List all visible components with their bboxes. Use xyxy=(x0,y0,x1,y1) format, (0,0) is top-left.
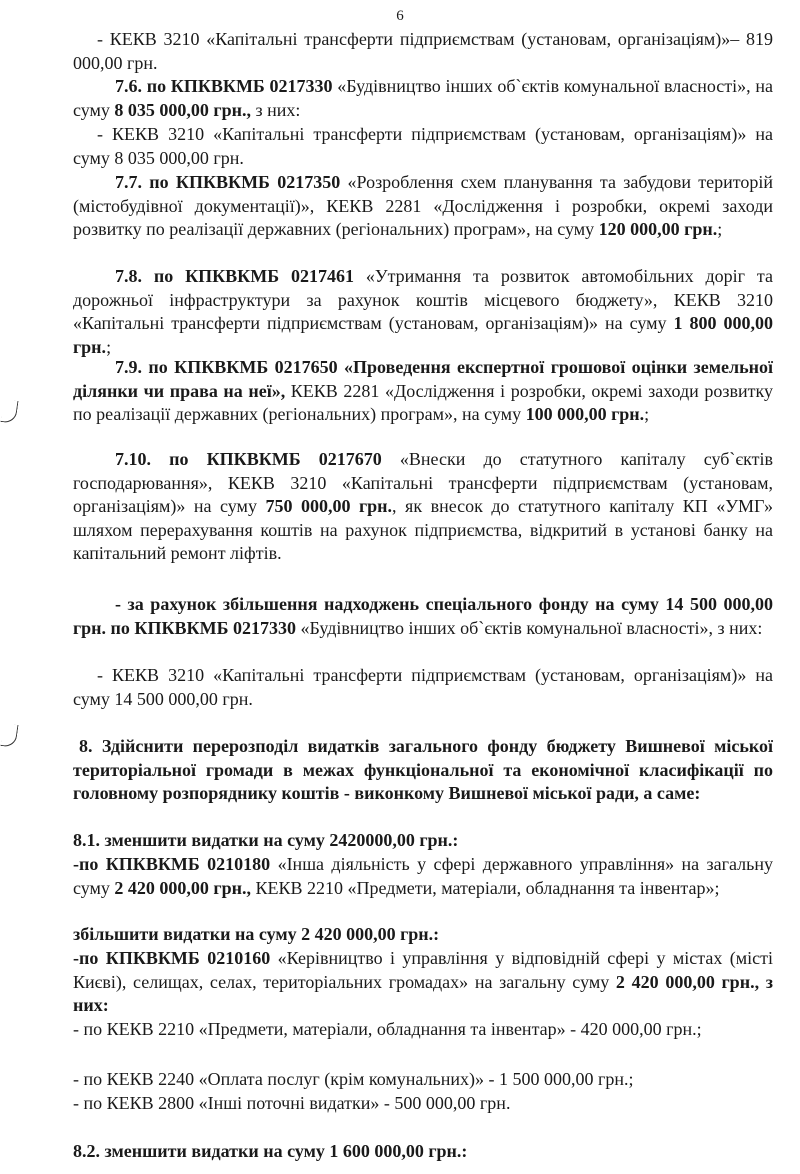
kekv-2210-line: - по КЕКВ 2210 «Предмети, матеріали, обладнання та інвентар» - 420 000,00 грн.; xyxy=(73,1019,702,1039)
margin-mark xyxy=(0,399,18,424)
item-8-2-decrease: 8.2. зменшити видатки на суму 1 600 000,00 грн.: xyxy=(73,1141,468,1161)
item-8-1-increase-program: -по КПКВКМБ 0210160 «Керівництво і управління у відповідній сфері у містах (місті Києві), селищах, селах, територіальних громадах» на загальну суму 2 420 000,00 грн., з них: xyxy=(73,948,774,1016)
special-fund-kekv: - КЕКВ 3210 «Капітальні трансферти підприємствам (установам, організаціям)» на суму 14 500 000,00 грн. xyxy=(73,665,773,709)
special-fund-paragraph: - за рахунок збільшення надходжень спеціального фонду на суму 14 500 000,00 грн. по КПКВКМБ 0217330 «Будівництво інших об`єктів комунальної власності», з них: xyxy=(73,594,773,638)
item-7-8: 7.8. по КПКВКМБ 0217461 «Утримання та розвиток автомобільних доріг та дорожньої інфраструктури за рахунок коштів місцевого бюджету», КЕКВ 3210 «Капітальні трансферти підприємствам (установам, організаціям)» на суму 1 800 000,00 грн.; xyxy=(73,266,774,357)
margin-mark xyxy=(0,723,18,748)
item-8-1-decrease: 8.1. зменшити видатки на суму 2420000,00 грн.: xyxy=(73,830,459,850)
item-7-9: 7.9. по КПКВКМБ 0217650 «Проведення експертної грошової оцінки земельної ділянки чи права на неї», КЕКВ 2281 «Дослідження і розробки, окремі заходи розвитку по реалізації державних (регіональних) програм», на суму 100 000,00 грн.; xyxy=(73,357,773,425)
item-8-1-increase: збільшити видатки на суму 2 420 000,00 грн.: xyxy=(73,924,440,944)
item-7-7: 7.7. по КПКВКМБ 0217350 «Розроблення схем планування та забудови територій (містобудівної документації)», КЕКВ 2281 «Дослідження і розробки, окремі заходи розвитку по реалізації державних (регіональних) програм», на суму 120 000,00 грн.; xyxy=(73,172,773,240)
item-8-1-decrease-program: -по КПКВКМБ 0210180 «Інша діяльність у сфері державного управління» на загальну суму 2 420 000,00 грн., КЕКВ 2210 «Предмети, матеріали, обладнання та інвентар»; xyxy=(73,854,774,898)
page-number: 6 xyxy=(396,8,404,24)
item-7-10: 7.10. по КПКВКМБ 0217670 «Внески до статутного капіталу суб`єктів господарювання», КЕКВ 3210 «Капітальні трансферти підприємствам (установам, організаціям)» на суму 750 000,00 грн., як внесок до статутного капіталу КП «УМГ» шляхом перерахування коштів на рахунок підприємства, відкритий в установі банку на капітальний ремонт ліфтів. xyxy=(73,449,774,564)
item-7-6: 7.6. по КПКВКМБ 0217330 «Будівництво інших об`єктів комунальної власності», на суму 8 035 000,00 грн., з них: xyxy=(73,76,773,120)
kekv-2240-line: - по КЕКВ 2240 «Оплата послуг (крім комунальних)» - 1 500 000,00 грн.; xyxy=(73,1069,634,1089)
item-7-6-kekv: - КЕКВ 3210 «Капітальні трансферти підприємствам (установам, організаціям)» на суму 8 035 000,00 грн. xyxy=(73,124,773,168)
item-7-5-kekv: - КЕКВ 3210 «Капітальні трансферти підприємствам (установам, організаціям)»– 819 000,00 грн. xyxy=(73,29,773,73)
kekv-2800-line: - по КЕКВ 2800 «Інші поточні видатки» - 500 000,00 грн. xyxy=(73,1093,511,1113)
section-8-heading: 8. Здійснити перерозподіл видатків загального фонду бюджету Вишневої міської територіальної громади в межах функціональної та економічної класифікації по головному розпоряднику коштів - виконкому Вишневої міської ради, а саме: xyxy=(73,736,773,804)
